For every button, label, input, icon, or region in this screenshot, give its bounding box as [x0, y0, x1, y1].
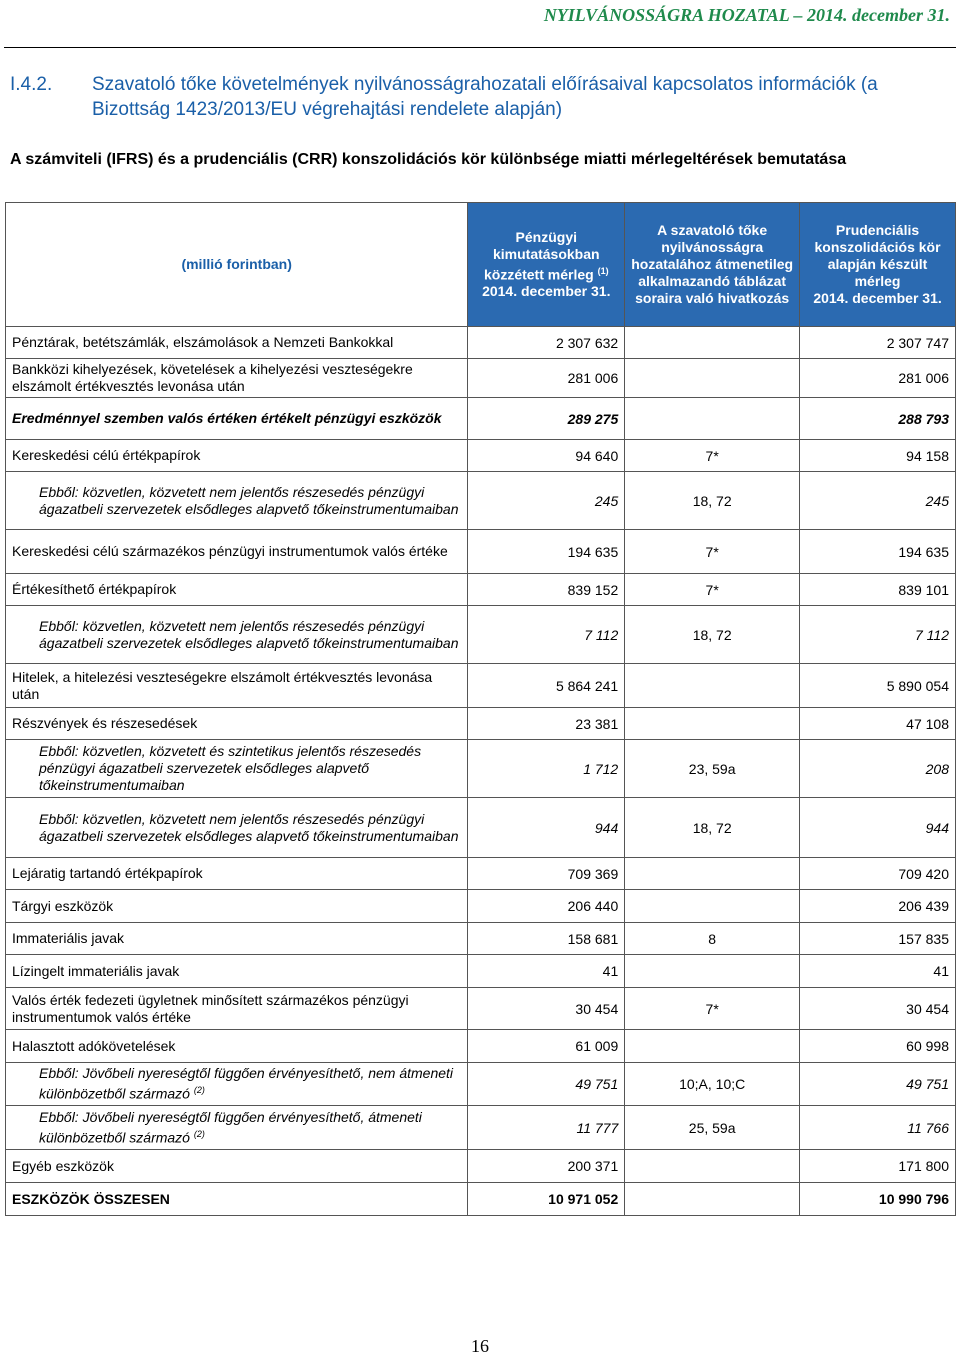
reference-value: [625, 890, 800, 923]
col-header-financial-title: Pénzügyi kimutatásokban közzétett mérleg: [483, 228, 600, 283]
row-footnote-marker: (2): [193, 1085, 205, 1096]
reference-value: 23, 59a: [625, 740, 800, 798]
prudential-value: 11 766: [800, 1106, 956, 1150]
row-label: [6, 664, 468, 708]
table-row: [6, 1150, 956, 1183]
row-label: [6, 440, 468, 472]
row-label-text: Eredménnyel szemben valós értéken értékelt pénzügyi eszközök: [12, 410, 442, 426]
row-label: [6, 472, 468, 530]
financial-value: 281 006: [468, 359, 625, 398]
section-title: Szavatoló tőke követelmények nyilvánosságrahozatali előírásaival kapcsolatos információk (a Bizottság 1423/2013/EU végrehajtási rendelete alapján): [92, 74, 878, 120]
section-number: I.4.2.: [10, 74, 53, 95]
prudential-value: 47 108: [800, 708, 956, 740]
row-label-text: Ebből: Jövőbeli nyereségtől függően érvényesíthető, nem átmeneti különbözetből származó: [39, 1065, 454, 1102]
financial-value: 245: [468, 472, 625, 530]
row-label: [6, 1030, 468, 1063]
table-row: [6, 664, 956, 708]
col-header-financial-date: 2014. december 31.: [482, 283, 611, 300]
row-footnote-marker: (2): [193, 1128, 205, 1139]
financial-value: 194 635: [468, 530, 625, 574]
row-label-text: Értékesíthető értékpapírok: [12, 581, 177, 597]
table-header-row: [6, 203, 956, 327]
financial-value: 10 971 052: [468, 1183, 625, 1216]
reference-value: [625, 955, 800, 988]
table-row: [6, 472, 956, 530]
col-header-financial-footnote: (1): [597, 265, 609, 276]
financial-value: 7 112: [468, 606, 625, 664]
reference-value: [625, 1150, 800, 1183]
reference-value: [625, 359, 800, 398]
col-header-prudential: [800, 203, 956, 327]
row-label: [6, 1150, 468, 1183]
financial-value: 5 864 241: [468, 664, 625, 708]
prudential-value: 208: [800, 740, 956, 798]
prudential-value: 7 112: [800, 606, 956, 664]
reference-value: 7*: [625, 530, 800, 574]
page-number: 16: [471, 1336, 489, 1356]
row-label: [6, 858, 468, 890]
col-header-financial: [468, 203, 625, 327]
row-label: [6, 1106, 468, 1150]
row-label: [6, 890, 468, 923]
financial-value: 206 440: [468, 890, 625, 923]
row-label: [6, 798, 468, 858]
row-label-text: Ebből: közvetlen, közvetett nem jelentős részesedés pénzügyi ágazatbeli szervezetek elsődleges alapvető tőkeinstrumentumaiban: [39, 617, 459, 651]
prudential-value: 709 420: [800, 858, 956, 890]
row-label: [6, 923, 468, 955]
row-label-text: Tárgyi eszközök: [12, 897, 114, 914]
row-label-text: Kereskedési célú értékpapírok: [12, 447, 201, 463]
reference-value: [625, 1030, 800, 1063]
table-row: [6, 708, 956, 740]
financial-value: 41: [468, 955, 625, 988]
prudential-value: 194 635: [800, 530, 956, 574]
prudential-value: 839 101: [800, 574, 956, 606]
col-header-reference: A szavatoló tőke nyilvánosságra hozatalához átmenetileg alkalmazandó táblázat soraira való hivatkozás: [625, 203, 800, 327]
table-row: [6, 398, 956, 440]
table-row: [6, 955, 956, 988]
row-label: [6, 327, 468, 359]
row-label-text: Kereskedési célú származékos pénzügyi instrumentumok valós értéke: [12, 543, 448, 559]
row-label: [6, 606, 468, 664]
financial-value: 30 454: [468, 988, 625, 1030]
row-label-text: Ebből: közvetlen, közvetett és szintetikus jelentős részesedés pénzügyi ágazatbeli szervezetek elsődleges alapvető tőkeinstrumentumaiban: [39, 743, 422, 793]
row-label-text: Egyéb eszközök: [12, 1157, 114, 1174]
row-label-text: Halasztott adókövetelések: [12, 1037, 176, 1054]
table-row: [6, 923, 956, 955]
reference-value: [625, 664, 800, 708]
financial-value: 200 371: [468, 1150, 625, 1183]
reference-value: 18, 72: [625, 606, 800, 664]
reference-value: [625, 858, 800, 890]
row-label: [6, 708, 468, 740]
row-label: [6, 740, 468, 798]
table-row: [6, 1030, 956, 1063]
table-row: [6, 359, 956, 398]
row-label-text: Pénztárak, betétszámlák, elszámolások a Nemzeti Bankokkal: [12, 334, 394, 350]
table-row: [6, 1183, 956, 1216]
financial-value: 61 009: [468, 1030, 625, 1063]
row-label: [6, 988, 468, 1030]
row-label-text: Ebből: közvetlen, közvetett nem jelentős részesedés pénzügyi ágazatbeli szervezetek elsődleges alapvető tőkeinstrumentumaiban: [39, 810, 459, 844]
row-label-text: Immateriális javak: [12, 930, 125, 946]
reference-value: 25, 59a: [625, 1106, 800, 1150]
reference-value: [625, 1183, 800, 1216]
reference-value: [625, 327, 800, 359]
row-label: [6, 398, 468, 440]
reference-value: 7*: [625, 574, 800, 606]
prudential-value: 157 835: [800, 923, 956, 955]
table-body: [6, 327, 956, 1216]
prudential-value: 288 793: [800, 398, 956, 440]
table-subtitle: A számviteli (IFRS) és a prudenciális (CRR) konszolidációs kör különbsége miatti mérlegeltérések bemutatása: [10, 151, 847, 168]
financial-value: 49 751: [468, 1063, 625, 1106]
balance-sheet-table: [5, 202, 956, 1216]
row-label-text: Részvények és részesedések: [12, 715, 198, 731]
row-label-text: Lejáratig tartandó értékpapírok: [12, 865, 203, 881]
table-row: [6, 988, 956, 1030]
row-label-text: Ebből: közvetlen, közvetett nem jelentős részesedés pénzügyi ágazatbeli szervezetek elsődleges alapvető tőkeinstrumentumaiban: [39, 483, 459, 517]
table-row: [6, 1106, 956, 1150]
financial-value: 2 307 632: [468, 327, 625, 359]
prudential-value: 94 158: [800, 440, 956, 472]
prudential-value: 5 890 054: [800, 664, 956, 708]
table-row: [6, 890, 956, 923]
prudential-value: 60 998: [800, 1030, 956, 1063]
financial-value: 709 369: [468, 858, 625, 890]
row-label-text: Lízingelt immateriális javak: [12, 962, 180, 979]
table-row: [6, 327, 956, 359]
financial-value: 944: [468, 798, 625, 858]
row-label: [6, 1063, 468, 1106]
col-header-prudential-title: Prudenciális konszolidációs kör alapján készült mérleg: [814, 222, 941, 289]
financial-value: 11 777: [468, 1106, 625, 1150]
row-label: [6, 359, 468, 398]
prudential-value: 41: [800, 955, 956, 988]
financial-value: 289 275: [468, 398, 625, 440]
row-label: [6, 530, 468, 574]
header-rule: [4, 47, 956, 48]
unit-label: (millió forintban): [6, 203, 468, 327]
reference-value: 18, 72: [625, 472, 800, 530]
row-label: [6, 574, 468, 606]
table-row: [6, 858, 956, 890]
financial-value: 839 152: [468, 574, 625, 606]
reference-value: [625, 398, 800, 440]
prudential-value: 49 751: [800, 1063, 956, 1106]
row-label-text: ESZKÖZÖK ÖSSZESEN: [12, 1190, 170, 1207]
financial-value: 1 712: [468, 740, 625, 798]
prudential-value: 30 454: [800, 988, 956, 1030]
table-row: [6, 606, 956, 664]
table-row: [6, 530, 956, 574]
row-label: [6, 955, 468, 988]
row-label-text: Hitelek, a hitelezési veszteségekre elszámolt értékvesztés levonása után: [12, 668, 433, 702]
table-row: [6, 574, 956, 606]
financial-value: 94 640: [468, 440, 625, 472]
financial-value: 158 681: [468, 923, 625, 955]
row-label-text: Valós érték fedezeti ügyletnek minősített származékos pénzügyi instrumentumok valós értéke: [12, 991, 409, 1025]
prudential-value: 245: [800, 472, 956, 530]
prudential-value: 171 800: [800, 1150, 956, 1183]
row-label-text: Bankközi kihelyezések, követelések a kihelyezési veszteségekre elszámolt értékvesztés levonása után: [12, 361, 413, 394]
running-header: NYILVÁNOSSÁGRA HOZATAL – 2014. december 31.: [543, 5, 950, 25]
prudential-value: 206 439: [800, 890, 956, 923]
reference-value: 18, 72: [625, 798, 800, 858]
prudential-value: 944: [800, 798, 956, 858]
prudential-value: 281 006: [800, 359, 956, 398]
table-row: [6, 740, 956, 798]
row-label-text: Ebből: Jövőbeli nyereségtől függően érvényesíthető, átmeneti különbözetből származó: [39, 1108, 422, 1146]
reference-value: 8: [625, 923, 800, 955]
row-label: [6, 1183, 468, 1216]
reference-value: 7*: [625, 988, 800, 1030]
prudential-value: 2 307 747: [800, 327, 956, 359]
financial-value: 23 381: [468, 708, 625, 740]
table-row: [6, 440, 956, 472]
reference-value: 10;A, 10;C: [625, 1063, 800, 1106]
prudential-value: 10 990 796: [800, 1183, 956, 1216]
col-header-prudential-date: 2014. december 31.: [813, 290, 942, 306]
reference-value: [625, 708, 800, 740]
table-row: [6, 798, 956, 858]
reference-value: 7*: [625, 440, 800, 472]
table-row: [6, 1063, 956, 1106]
